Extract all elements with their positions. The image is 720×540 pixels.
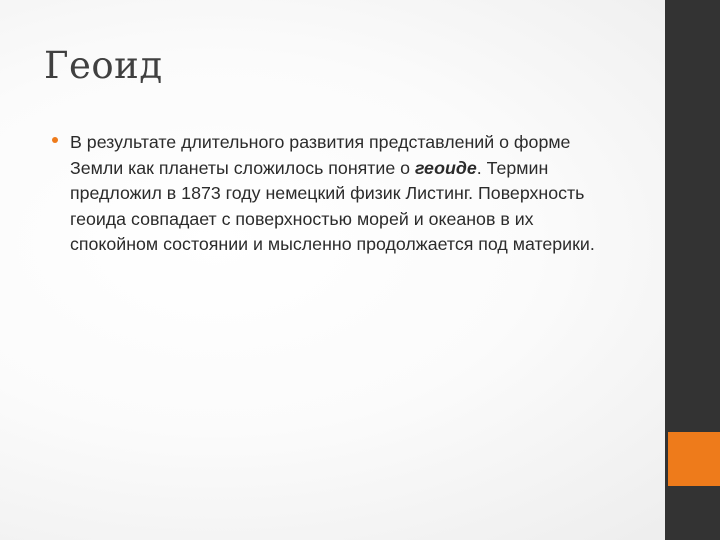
bullet-text-before: В результате длительного развития представлений о форме Земли как планеты сложилось понятие о — [70, 132, 571, 178]
bullet-text-after: . Термин предложил в 1873 году немецкий физик Листинг. Поверхность геоида совпадает с поверхностью морей и океанов в их спокойном состоянии и мысленно продолжается под материки. — [70, 157, 595, 254]
bullet-dot-icon — [52, 137, 58, 143]
slide-title: Геоид — [44, 44, 163, 87]
slide-content — [52, 130, 612, 258]
bullet-emphasis-term: геоиде — [415, 157, 477, 178]
accent-block — [668, 432, 720, 486]
bullet-item — [52, 130, 612, 258]
